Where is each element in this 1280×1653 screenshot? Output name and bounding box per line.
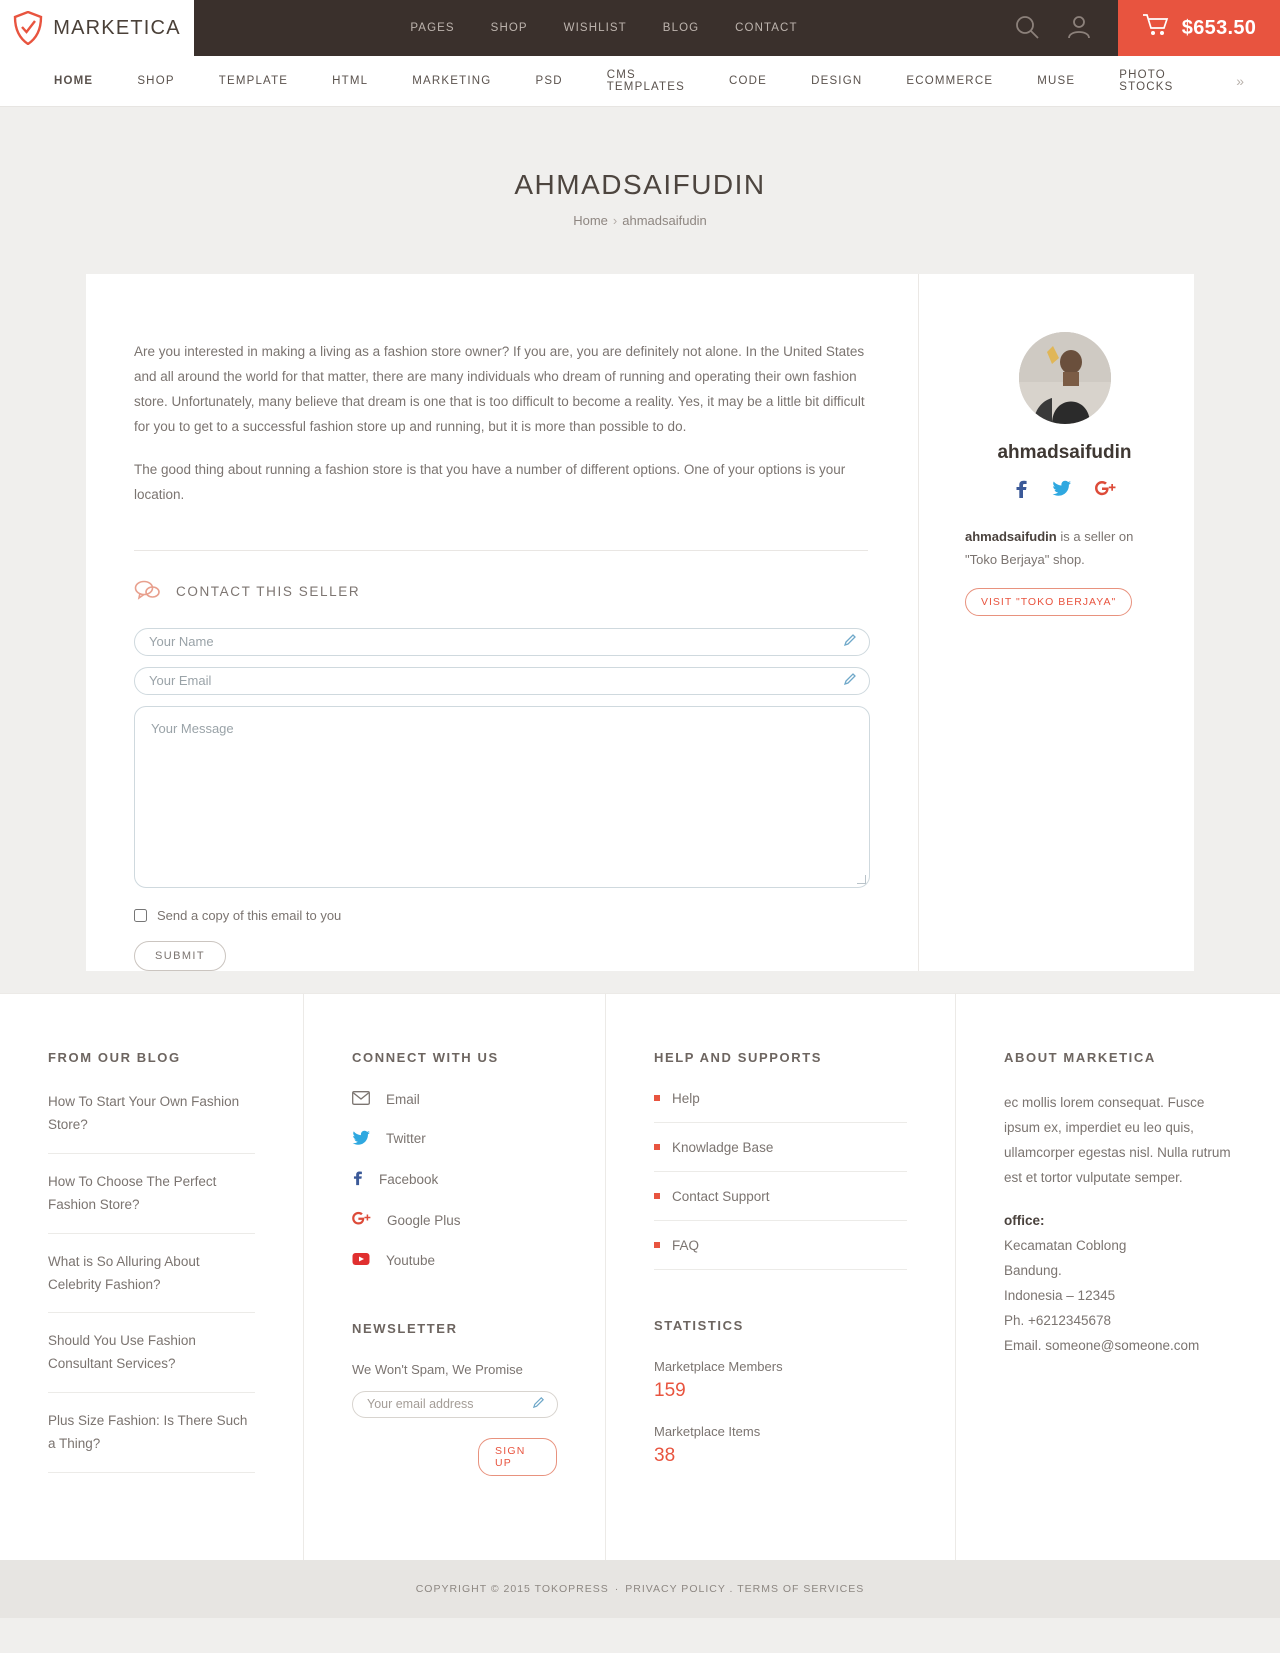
connect-youtube[interactable] — [352, 1252, 557, 1269]
breadcrumb-home[interactable]: Home — [573, 213, 608, 228]
nav-item-ecommerce[interactable]: ECOMMERCE — [906, 75, 994, 87]
stat-value-members: 159 — [654, 1379, 686, 1401]
bullet-icon — [654, 1242, 660, 1248]
newsletter-email-input[interactable] — [352, 1391, 558, 1418]
profile-card — [86, 274, 1194, 971]
top-nav-contact[interactable]: CONTACT — [735, 22, 798, 34]
top-nav-wishlist[interactable]: WISHLIST — [563, 22, 627, 34]
stat-label-members: Marketplace Members — [654, 1358, 783, 1374]
help-item-label: Contact Support — [672, 1188, 770, 1204]
cart-total: $653.50 — [1181, 16, 1257, 39]
bullet-icon — [654, 1144, 660, 1150]
cart-button[interactable] — [1118, 0, 1280, 56]
footer-statistics-title: STATISTICS — [654, 1317, 744, 1333]
send-copy-label: Send a copy of this email to you — [157, 907, 342, 923]
breadcrumb-current: ahmadsaifudin — [622, 213, 707, 228]
google-plus-icon[interactable] — [1095, 480, 1116, 501]
top-nav-blog[interactable]: BLOG — [662, 22, 700, 34]
breadcrumb — [0, 213, 1280, 228]
seller-sidebar — [918, 274, 1194, 971]
nav-item-code[interactable]: CODE — [729, 75, 768, 87]
nav-item-marketing[interactable]: MARKETING — [412, 75, 492, 87]
nav-item-home[interactable]: HOME — [54, 75, 94, 87]
seller-description-name: ahmadsaifudin — [965, 529, 1057, 544]
top-icon-group — [1014, 0, 1118, 56]
nav-item-photo-stocks[interactable]: PHOTO STOCKS — [1119, 69, 1174, 93]
top-nav — [194, 0, 1014, 56]
page-title: AHMADSAIFUDIN — [514, 169, 766, 200]
connect-google-plus[interactable] — [352, 1211, 557, 1230]
privacy-terms-link[interactable]: PRIVACY POLICY . TERMS OF SERVICES — [625, 1583, 865, 1596]
envelope-icon — [352, 1091, 370, 1108]
footer-newsletter-title: NEWSLETTER — [352, 1320, 458, 1336]
about-office-line: Email. someone@someone.com — [1004, 1337, 1200, 1353]
google-plus-icon — [352, 1211, 371, 1230]
send-copy-row — [134, 908, 868, 923]
footer-blog-column — [0, 994, 304, 1560]
footer-help-title: HELP AND SUPPORTS — [654, 1049, 823, 1065]
copyright-bar — [0, 1560, 1280, 1618]
twitter-icon — [352, 1130, 370, 1148]
bullet-icon — [654, 1193, 660, 1199]
logo-text: MARKETICA — [53, 16, 181, 39]
nav-item-template[interactable]: TEMPLATE — [218, 75, 289, 87]
youtube-icon — [352, 1252, 370, 1269]
list-item[interactable]: Plus Size Fashion: Is There Such a Thing? — [48, 1410, 255, 1473]
nav-item-html[interactable]: HTML — [332, 75, 369, 87]
footer-help-column — [606, 994, 956, 1560]
breadcrumb-separator: › — [612, 213, 618, 228]
connect-email[interactable] — [352, 1091, 557, 1108]
list-item[interactable]: What is So Alluring About Celebrity Fashion? — [48, 1251, 255, 1314]
top-nav-pages[interactable]: PAGES — [410, 22, 455, 34]
connect-youtube-label: Youtube — [386, 1252, 436, 1268]
cart-icon — [1142, 13, 1170, 43]
chat-bubble-icon — [134, 579, 160, 604]
copyright-separator: · — [614, 1583, 620, 1596]
footer-blog-title: FROM OUR BLOG — [48, 1049, 181, 1065]
about-text: ec mollis lorem consequat. Fusce ipsum ex, imperdiet eu leo quis, ullamcorper egestas nisl. Nulla rutrum est et tortor vulputate semper. — [1004, 1094, 1231, 1185]
resize-handle-icon[interactable] — [857, 875, 866, 884]
connect-facebook-label: Facebook — [379, 1171, 439, 1187]
footer-about-column — [956, 994, 1280, 1560]
user-account-icon[interactable] — [1066, 14, 1092, 43]
facebook-icon — [352, 1170, 363, 1189]
message-textarea[interactable] — [134, 706, 870, 888]
name-input-placeholder: Your Name — [149, 634, 214, 650]
top-bar — [0, 0, 1280, 56]
footer — [0, 993, 1280, 1560]
footer-connect-title: CONNECT WITH US — [352, 1049, 499, 1065]
newsletter-signup-button[interactable]: SIGN UP — [478, 1438, 557, 1476]
avatar — [1019, 332, 1111, 424]
footer-blog-list — [48, 1091, 255, 1473]
main-nav — [0, 56, 1280, 107]
nav-item-design[interactable]: DESIGN — [811, 75, 863, 87]
twitter-icon[interactable] — [1052, 480, 1071, 501]
logo[interactable] — [0, 0, 194, 56]
about-office-line: Kecamatan Coblong — [1004, 1237, 1127, 1253]
seller-name: ahmadsaifudin — [997, 442, 1132, 463]
search-icon[interactable] — [1014, 14, 1040, 43]
bullet-icon — [654, 1095, 660, 1101]
seller-description-rest: is a seller on "Toko Berjaya" shop. — [965, 529, 1134, 568]
connect-email-label: Email — [386, 1091, 420, 1107]
top-nav-shop[interactable]: SHOP — [490, 22, 528, 34]
intro-paragraph-2: The good thing about running a fashion store is that you have a number of different options. One of your options is your location. — [134, 461, 846, 502]
footer-about-title: ABOUT MARKETICA — [1004, 1049, 1156, 1065]
stat-label-items: Marketplace Items — [654, 1423, 761, 1439]
list-item[interactable] — [654, 1140, 907, 1172]
newsletter-input-placeholder: Your email address — [367, 1397, 474, 1412]
about-office-line: Indonesia – 12345 — [1004, 1287, 1116, 1303]
pencil-icon — [843, 633, 857, 650]
connect-google-plus-label: Google Plus — [387, 1212, 461, 1228]
name-input[interactable] — [134, 628, 870, 656]
message-textarea-placeholder: Your Message — [151, 720, 234, 736]
content-wrapper — [86, 274, 1194, 971]
nav-item-shop[interactable]: SHOP — [137, 75, 175, 87]
contact-seller-label: CONTACT THIS SELLER — [176, 583, 361, 599]
submit-button[interactable]: SUBMIT — [134, 941, 226, 971]
copyright-text: COPYRIGHT © 2015 TOKOPRESS — [415, 1583, 609, 1596]
newsletter-subtitle: We Won't Spam, We Promise — [352, 1361, 523, 1377]
chevron-down-icon[interactable]: » — [1236, 73, 1244, 89]
list-item[interactable]: How To Choose The Perfect Fashion Store? — [48, 1171, 255, 1234]
page-header — [0, 107, 1280, 274]
email-input[interactable] — [134, 667, 870, 695]
list-item[interactable]: Should You Use Fashion Consultant Services? — [48, 1330, 255, 1393]
visit-shop-button[interactable]: VISIT "TOKO BERJAYA" — [965, 588, 1132, 616]
facebook-icon[interactable] — [1014, 480, 1028, 501]
stat-value-items: 38 — [654, 1444, 676, 1466]
connect-twitter-label: Twitter — [386, 1131, 426, 1147]
help-item-label: Knowladge Base — [672, 1139, 774, 1155]
help-item-label: FAQ — [672, 1237, 700, 1253]
about-office-line: Ph. +6212345678 — [1004, 1312, 1111, 1328]
list-item[interactable]: How To Start Your Own Fashion Store? — [48, 1091, 255, 1154]
help-item-label: Help — [672, 1090, 700, 1106]
email-input-placeholder: Your Email — [149, 673, 212, 689]
list-item[interactable] — [654, 1091, 907, 1123]
section-divider — [134, 550, 868, 551]
intro-paragraph-1: Are you interested in making a living as a fashion store owner? If you are, you are definitely not alone. In the United States and all around the world for that matter, there are many individuals who dream of running and operating their own fashion store. Unfortunately, many believe that dream is one that is too difficult to become a reality. Yes, it may be a little bit difficult for you to get to a successful fashion store up and running, but it is more than possible to do. — [134, 344, 865, 434]
connect-twitter[interactable] — [352, 1130, 557, 1148]
nav-item-psd[interactable]: PSD — [535, 75, 563, 87]
nav-item-muse[interactable]: MUSE — [1037, 75, 1076, 87]
about-office-line: Bandung. — [1004, 1262, 1062, 1278]
footer-connect-column — [304, 994, 606, 1560]
send-copy-checkbox[interactable] — [134, 909, 147, 922]
shield-logo-icon — [13, 11, 43, 45]
contact-seller-header — [134, 579, 868, 604]
seller-socials — [965, 480, 1164, 501]
connect-facebook[interactable] — [352, 1170, 557, 1189]
list-item[interactable] — [654, 1189, 907, 1221]
about-office-label: office: — [1004, 1212, 1045, 1228]
pencil-icon — [532, 1396, 545, 1412]
about-office — [1004, 1209, 1232, 1359]
seller-description — [965, 525, 1164, 572]
profile-main — [86, 274, 918, 971]
footer-help-list — [654, 1091, 907, 1270]
list-item[interactable] — [654, 1238, 907, 1270]
nav-item-cms-templates[interactable]: CMS TEMPLATES — [606, 69, 686, 93]
pencil-icon — [843, 672, 857, 689]
